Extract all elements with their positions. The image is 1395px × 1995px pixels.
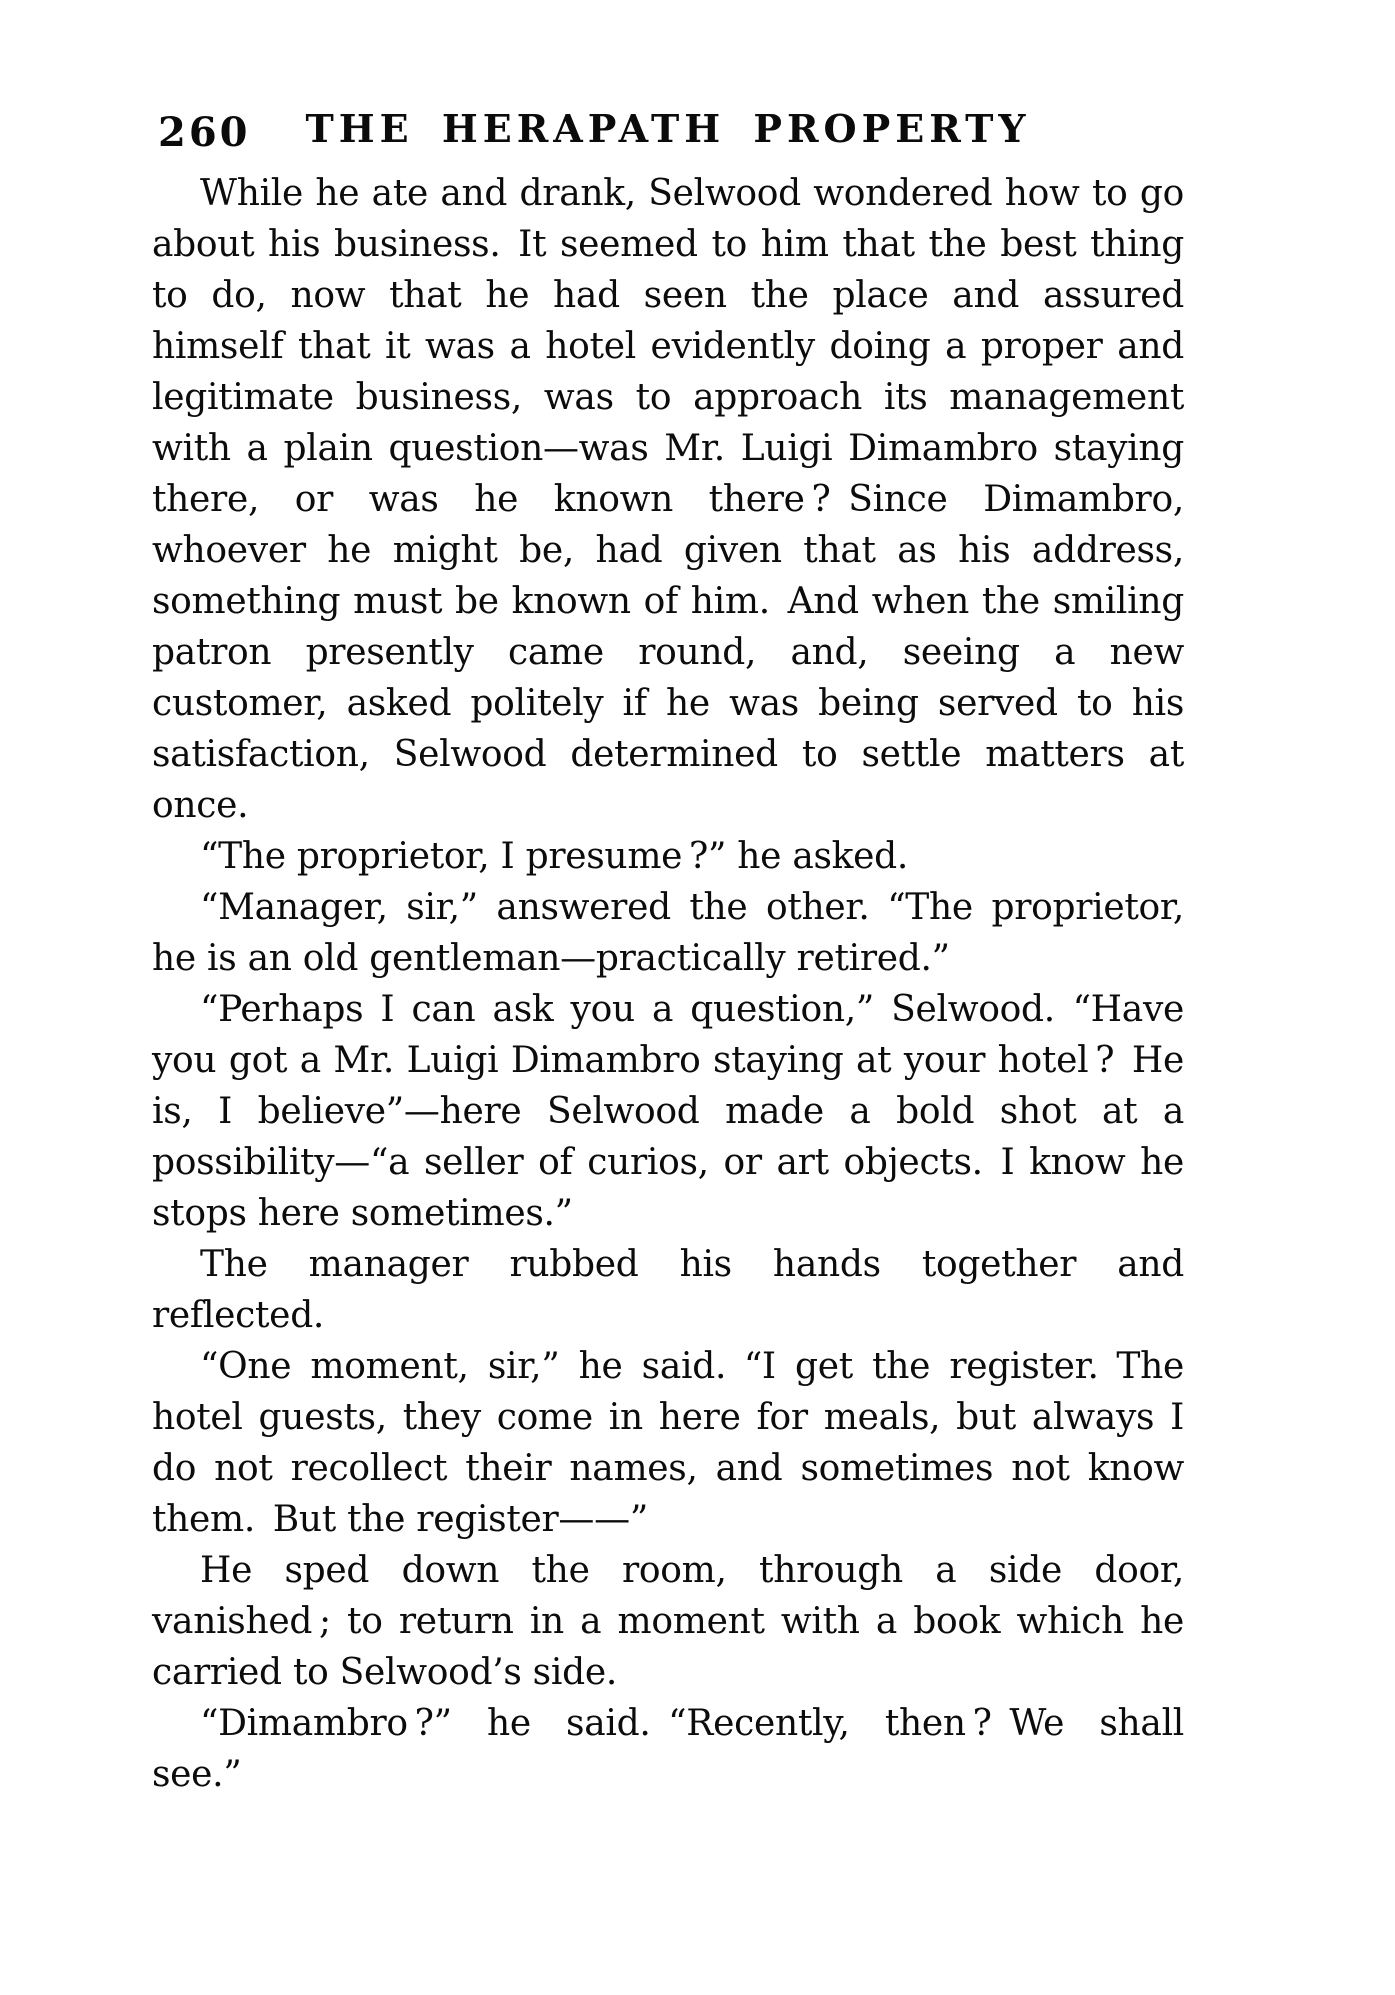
page-number: 260 [158, 109, 251, 156]
paragraph: “Dimambro ?” he said. “Recently, then ? We shall see.” [152, 1703, 1184, 1795]
paragraph: “Manager, sir,” answered the other. “The proprietor, he is an old gentleman—practically retired.” [152, 887, 1184, 979]
paragraph: He sped down the room, through a side door, vanished ; to return in a moment with a book which he carried to Selwood’s side. [152, 1550, 1184, 1693]
paragraph: “One moment, sir,” he said. “I get the register. The hotel guests, they come in here for meals, but always I do not recollect their names, and sometimes not know them. But the register——” [152, 1346, 1184, 1540]
paragraph: “The proprietor, I presume ?” he asked. [200, 836, 909, 877]
page-header [152, 106, 1184, 156]
paragraph: “Perhaps I can ask you a question,” Selwood. “Have you got a Mr. Luigi Dimambro staying at your hotel ? He is, I believe”—here Selwood made a bold shot at a possibility—“a seller of curios, or art objects. I know he stops here sometimes.” [152, 989, 1184, 1234]
running-title: THE HERAPATH PROPERTY [305, 106, 1031, 151]
paragraph: While he ate and drank, Selwood wondered how to go about his business. It seemed to him that the best thing to do, now that he had seen the place and assured himself that it was a hotel evidently doing a proper and legitimate business, was to approach its management with a plain question—was Mr. Luigi Dimambro staying there, or was he known there ? Since Dimambro, whoever he might be, had given that as his address, something must be known of him. And when the smiling patron presently came round, and, seeing a new customer, asked politely if he was being served to his satisfaction, Selwood determined to settle matters at once. [152, 173, 1184, 826]
page-body [152, 168, 1184, 1800]
paragraph: The manager rubbed his hands together and reflected. [152, 1244, 1184, 1336]
